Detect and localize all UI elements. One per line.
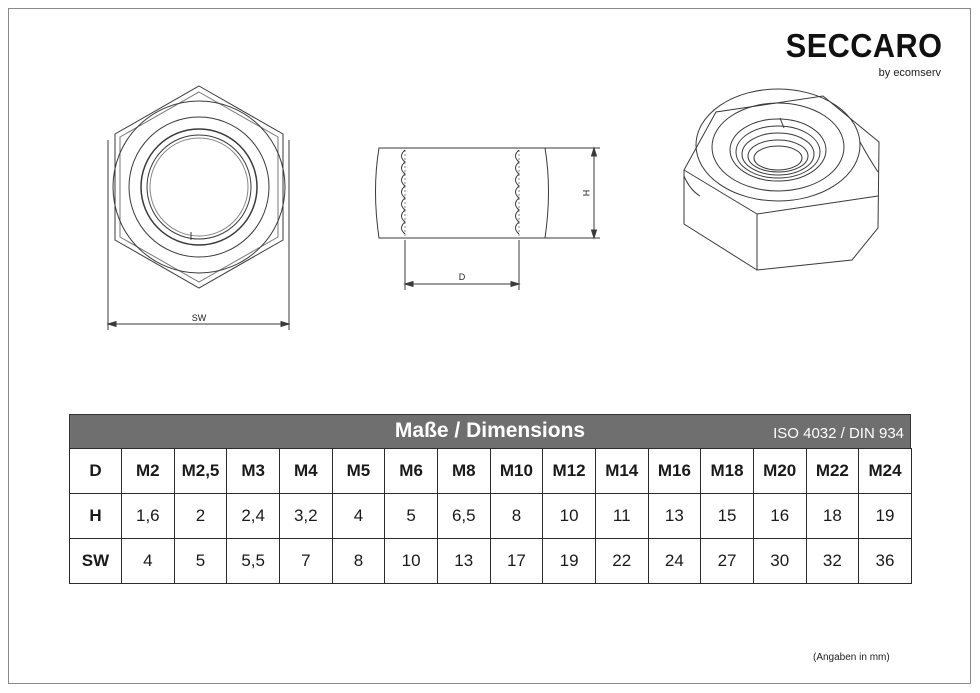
table-cell: 7 <box>279 539 332 584</box>
table-cell: 18 <box>806 494 859 539</box>
sw-label: SW <box>191 313 207 323</box>
table-cell: 10 <box>543 494 596 539</box>
table-cell: 30 <box>753 539 806 584</box>
table-row <box>70 449 912 494</box>
table-cell: 4 <box>332 494 385 539</box>
table-cell: 4 <box>122 539 175 584</box>
d-label: D <box>458 272 466 282</box>
dimensions-table <box>69 414 911 584</box>
table-cell: 5,5 <box>227 539 280 584</box>
table-cell: M8 <box>437 449 490 494</box>
table-cell: 13 <box>648 494 701 539</box>
table-cell: 5 <box>385 494 438 539</box>
table-cell: 19 <box>543 539 596 584</box>
table-cell: 10 <box>385 539 438 584</box>
table-cell: M14 <box>595 449 648 494</box>
table-cell: 15 <box>701 494 754 539</box>
table-cell: 11 <box>595 494 648 539</box>
table-cell: 32 <box>806 539 859 584</box>
table-cell: M24 <box>859 449 912 494</box>
dimensions-grid <box>69 448 912 584</box>
table-cell: 19 <box>859 494 912 539</box>
table-cell: 3,2 <box>279 494 332 539</box>
table-row <box>70 539 912 584</box>
table-cell: 6,5 <box>437 494 490 539</box>
table-cell: 24 <box>648 539 701 584</box>
row-header: SW <box>70 539 122 584</box>
table-header <box>69 414 911 448</box>
table-cell: M22 <box>806 449 859 494</box>
row-header: H <box>70 494 122 539</box>
table-cell: M4 <box>279 449 332 494</box>
table-row <box>70 494 912 539</box>
isometric-view <box>684 89 879 270</box>
table-cell: M20 <box>753 449 806 494</box>
side-view <box>376 148 601 290</box>
table-title: Maße / Dimensions <box>394 419 586 442</box>
table-cell: 2,4 <box>227 494 280 539</box>
table-cell: 1,6 <box>122 494 175 539</box>
table-cell: M16 <box>648 449 701 494</box>
front-view <box>108 86 289 330</box>
table-cell: 13 <box>437 539 490 584</box>
table-cell: M2,5 <box>174 449 227 494</box>
table-cell: M2 <box>122 449 175 494</box>
table-cell: M5 <box>332 449 385 494</box>
table-cell: 16 <box>753 494 806 539</box>
table-cell: 17 <box>490 539 543 584</box>
row-header: D <box>70 449 122 494</box>
table-cell: 22 <box>595 539 648 584</box>
table-cell: 27 <box>701 539 754 584</box>
units-note: (Angaben in mm) <box>813 652 890 663</box>
table-cell: 36 <box>859 539 912 584</box>
table-cell: M18 <box>701 449 754 494</box>
table-cell: 8 <box>332 539 385 584</box>
brand-name: SECCARO <box>786 27 943 64</box>
table-cell: M10 <box>490 449 543 494</box>
brand-subtitle: by ecomserv <box>878 67 941 79</box>
table-cell: M12 <box>543 449 596 494</box>
table-cell: 5 <box>174 539 227 584</box>
table-cell: M3 <box>227 449 280 494</box>
h-label: H <box>581 189 591 197</box>
table-cell: 8 <box>490 494 543 539</box>
table-cell: M6 <box>385 449 438 494</box>
table-cell: 2 <box>174 494 227 539</box>
table-standard: ISO 4032 / DIN 934 <box>773 425 904 442</box>
